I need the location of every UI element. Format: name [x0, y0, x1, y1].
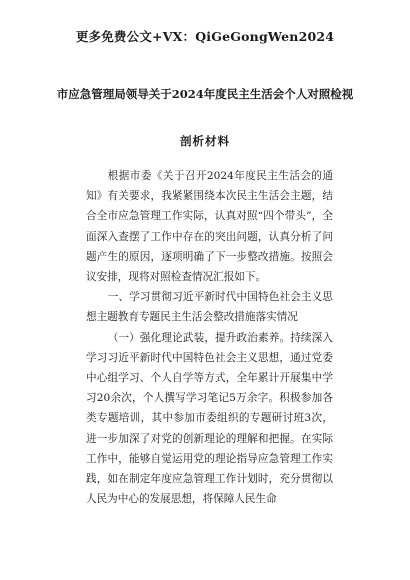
paragraph-subsection-1: （一）强化理论武装，提升政治素养。持续深入学习习近平新时代中国特色社会主义思想，通过党委中心组学习、个人自学等方式，全年累计开展集中学习20余次，个人撰写学习笔记5万余字。积极参加各类专题培训，其中参加市委组织的专题研讨班3次，进一步加深了对党的创新理论的理解和把握。在实际工作中，能够自觉运用党的理论指导应急管理工作实践，如在制定年度应急管理工作计划时，充分贯彻以人民为中心的发展思想，将保障人民生命 [86, 331, 333, 506]
document-subtitle: 剖析材料 [180, 134, 230, 148]
document-body [86, 166, 333, 509]
paragraph-intro: 根据市委《关于召开2024年度民主生活会的通知》有关要求，我紧紧围绕本次民主生活会主题，结合全市应急管理工作实际，认真对照“四个带头”，全面深入查摆了工作中存在的突出问题，认真分析了问题产生的原因，逐项明确了下一步整改措施。按照会议安排，现将对照检查情况汇报如下。 [86, 170, 333, 284]
promo-banner: 更多免费公文+VX：QiGeGongWen2024 [75, 29, 335, 44]
paragraph-section-heading: 一、学习贯彻习近平新时代中国特色社会主义思想主题教育专题民主生活会整改措施落实情况 [86, 291, 333, 324]
document-title: 市应急管理局领导关于2024年度民主生活会个人对照检视 [56, 87, 354, 101]
